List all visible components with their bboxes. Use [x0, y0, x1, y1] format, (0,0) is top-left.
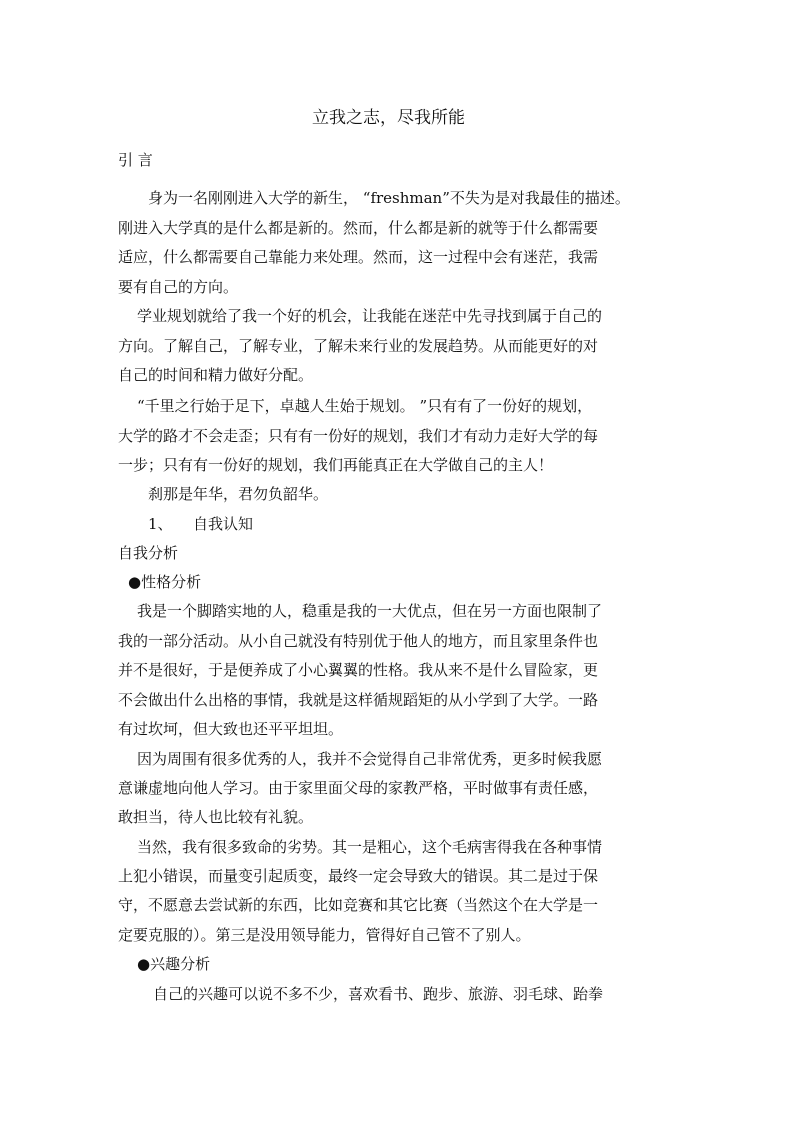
- paragraph-line: 不会做出什么出格的事情，我就是这样循规蹈矩的从小学到了大学。一路: [118, 691, 599, 709]
- intro-heading: 引 言: [118, 151, 153, 169]
- section-number: 1、: [148, 515, 173, 533]
- bullet-heading: ●性格分析: [128, 573, 202, 591]
- paragraph-line: 自己的兴趣可以说不多不少，喜欢看书、跑步、旅游、羽毛球、跆拳: [153, 985, 604, 1003]
- paragraph-line: 上犯小错误，而量变引起质变，最终一定会导致大的错误。其二是过于保: [118, 867, 599, 885]
- subsection-heading: 自我分析: [118, 544, 179, 562]
- paragraph-line: 我的一部分活动。从小自己就没有特别优于他人的地方，而且家里条件也: [118, 632, 599, 650]
- paragraph-line: 要有自己的方向。: [118, 278, 239, 296]
- paragraph-line: 自己的时间和精力做好分配。: [118, 366, 314, 384]
- section-title: 自我认知: [193, 515, 254, 533]
- paragraph-line: 意谦虚地向他人学习。由于家里面父母的家教严格，平时做事有责任感，: [118, 779, 599, 797]
- paragraph-line: 并不是很好，于是便养成了小心翼翼的性格。我从来不是什么冒险家，更: [118, 661, 599, 679]
- paragraph-line: 因为周围有很多优秀的人，我并不会觉得自己非常优秀，更多时候我愿: [137, 750, 603, 768]
- paragraph-line: 敢担当，待人也比较有礼貌。: [118, 808, 314, 826]
- paragraph-line: 当然，我有很多致命的劣势。其一是粗心，这个毛病害得我在各种事情: [137, 838, 603, 856]
- paragraph-line: 身为一名刚刚进入大学的新生， “freshman”不失为是对我最佳的描述。: [148, 189, 630, 207]
- paragraph-line: 有过坎坷，但大致也还平平坦坦。: [118, 720, 344, 738]
- document-title: 立我之志，尽我所能: [312, 108, 465, 128]
- paragraph-line: 一步；只有有一份好的规划，我们再能真正在大学做自己的主人！: [118, 456, 554, 474]
- paragraph-line: 大学的路才不会走歪；只有有一份好的规划，我们才有动力走好大学的每: [118, 427, 599, 445]
- paragraph-line: 定要克服的）。第三是没用领导能力，管得好自己管不了别人。: [118, 926, 531, 944]
- paragraph-line: 刹那是年华，君勿负韶华。: [148, 485, 329, 503]
- paragraph-line: 刚进入大学真的是什么都是新的。然而，什么都是新的就等于什么都需要: [118, 219, 599, 237]
- paragraph-line: 适应，什么都需要自己靠能力来处理。然而，这一过程中会有迷茫，我需: [118, 248, 599, 266]
- paragraph-line: 我是一个脚踏实地的人，稳重是我的一大优点，但在另一方面也限制了: [137, 602, 603, 620]
- paragraph-line: 守，不愿意去尝试新的东西，比如竞赛和其它比赛（当然这个在大学是一: [118, 896, 599, 914]
- paragraph-line: 方向。了解自己，了解专业，了解未来行业的发展趋势。从而能更好的对: [118, 337, 599, 355]
- bullet-heading: ●兴趣分析: [137, 955, 211, 973]
- paragraph-line: “千里之行始于足下，卓越人生始于规划。 ”只有有了一份好的规划，: [137, 397, 593, 415]
- paragraph-line: 学业规划就给了我一个好的机会，让我能在迷茫中先寻找到属于自己的: [137, 307, 603, 325]
